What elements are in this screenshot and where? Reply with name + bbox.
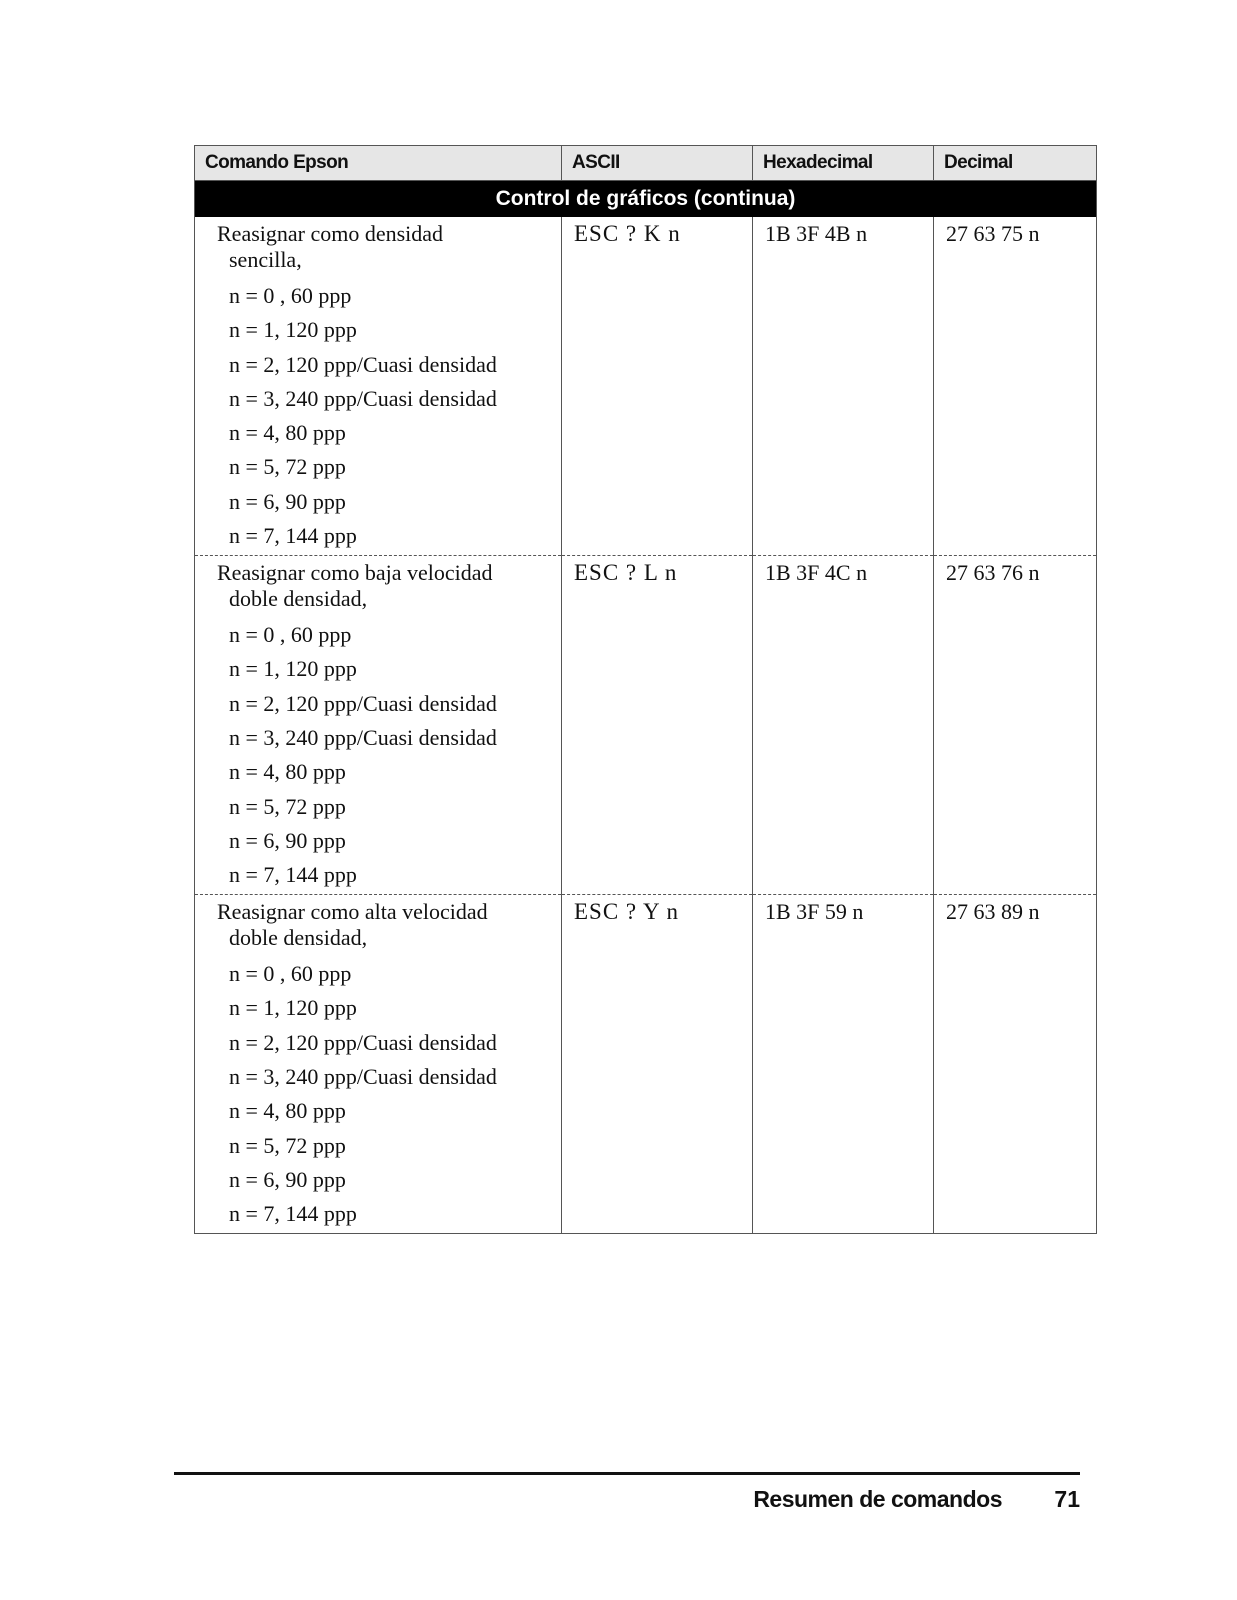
option-item: n = 6, 90 ppp — [229, 488, 346, 514]
option-item: n = 7, 144 ppp — [229, 1201, 357, 1227]
decimal-cell: 27 63 89 n — [934, 895, 1097, 1234]
option-item: n = 5, 72 ppp — [229, 454, 346, 480]
footer-divider — [174, 1472, 1080, 1475]
column-header-epson-command: Comando Epson — [195, 146, 562, 181]
section-header-row — [195, 181, 1097, 218]
command-description — [207, 221, 551, 273]
section-title: Control de gráficos (continua) — [195, 181, 1097, 218]
option-item: n = 2, 120 ppp/Cuasi densidad — [229, 1029, 497, 1055]
option-item: n = 4, 80 ppp — [229, 420, 346, 446]
description-line: Reasignar como alta velocidad — [217, 899, 488, 925]
description-line: Reasignar como baja velocidad — [217, 560, 493, 586]
option-item: n = 5, 72 ppp — [229, 793, 346, 819]
option-item: n = 6, 90 ppp — [229, 1166, 346, 1192]
footer-section-title: Resumen de comandos — [753, 1486, 1002, 1512]
command-description-cell — [195, 556, 562, 895]
decimal-cell: 27 63 76 n — [934, 556, 1097, 895]
option-item: n = 2, 120 ppp/Cuasi densidad — [229, 351, 497, 377]
option-item: n = 0 , 60 ppp — [229, 622, 352, 648]
option-item: n = 3, 240 ppp/Cuasi densidad — [229, 385, 497, 411]
table-row — [195, 217, 1097, 556]
ascii-cell: ESC ? Y n — [562, 895, 753, 1234]
command-description — [207, 899, 551, 951]
option-item: n = 3, 240 ppp/Cuasi densidad — [229, 724, 497, 750]
column-header-ascii: ASCII — [562, 146, 753, 181]
option-item: n = 1, 120 ppp — [229, 656, 357, 682]
option-item: n = 2, 120 ppp/Cuasi densidad — [229, 690, 497, 716]
column-header-hexadecimal: Hexadecimal — [753, 146, 934, 181]
hex-cell: 1B 3F 59 n — [753, 895, 934, 1234]
option-item: n = 6, 90 ppp — [229, 827, 346, 853]
page-number: 71 — [1054, 1486, 1080, 1512]
option-item: n = 0 , 60 ppp — [229, 283, 352, 308]
option-item: n = 4, 80 ppp — [229, 1098, 346, 1124]
description-line: doble densidad, — [229, 586, 368, 612]
table-row — [195, 556, 1097, 895]
table-row — [195, 895, 1097, 1234]
decimal-cell: 27 63 75 n — [934, 217, 1097, 556]
hex-cell: 1B 3F 4B n — [753, 217, 934, 556]
description-line: sencilla, — [229, 247, 302, 272]
command-description-cell — [195, 217, 562, 556]
ascii-cell: ESC ? L n — [562, 556, 753, 895]
description-line: doble densidad, — [229, 925, 368, 951]
command-description — [207, 560, 551, 612]
option-item: n = 4, 80 ppp — [229, 759, 346, 785]
option-item: n = 1, 120 ppp — [229, 317, 357, 343]
ascii-cell: ESC ? K n — [562, 217, 753, 556]
column-header-row — [195, 146, 1097, 181]
description-line: Reasignar como densidad — [217, 221, 444, 246]
command-description-cell — [195, 895, 562, 1234]
hex-cell: 1B 3F 4C n — [753, 556, 934, 895]
option-item: n = 3, 240 ppp/Cuasi densidad — [229, 1064, 497, 1090]
epson-command-table — [194, 145, 1097, 1234]
option-item: n = 5, 72 ppp — [229, 1132, 346, 1158]
option-item: n = 7, 144 ppp — [229, 523, 357, 549]
option-item: n = 1, 120 ppp — [229, 995, 357, 1021]
option-item: n = 0 , 60 ppp — [229, 961, 352, 987]
column-header-decimal: Decimal — [934, 146, 1097, 181]
option-item: n = 7, 144 ppp — [229, 862, 357, 888]
